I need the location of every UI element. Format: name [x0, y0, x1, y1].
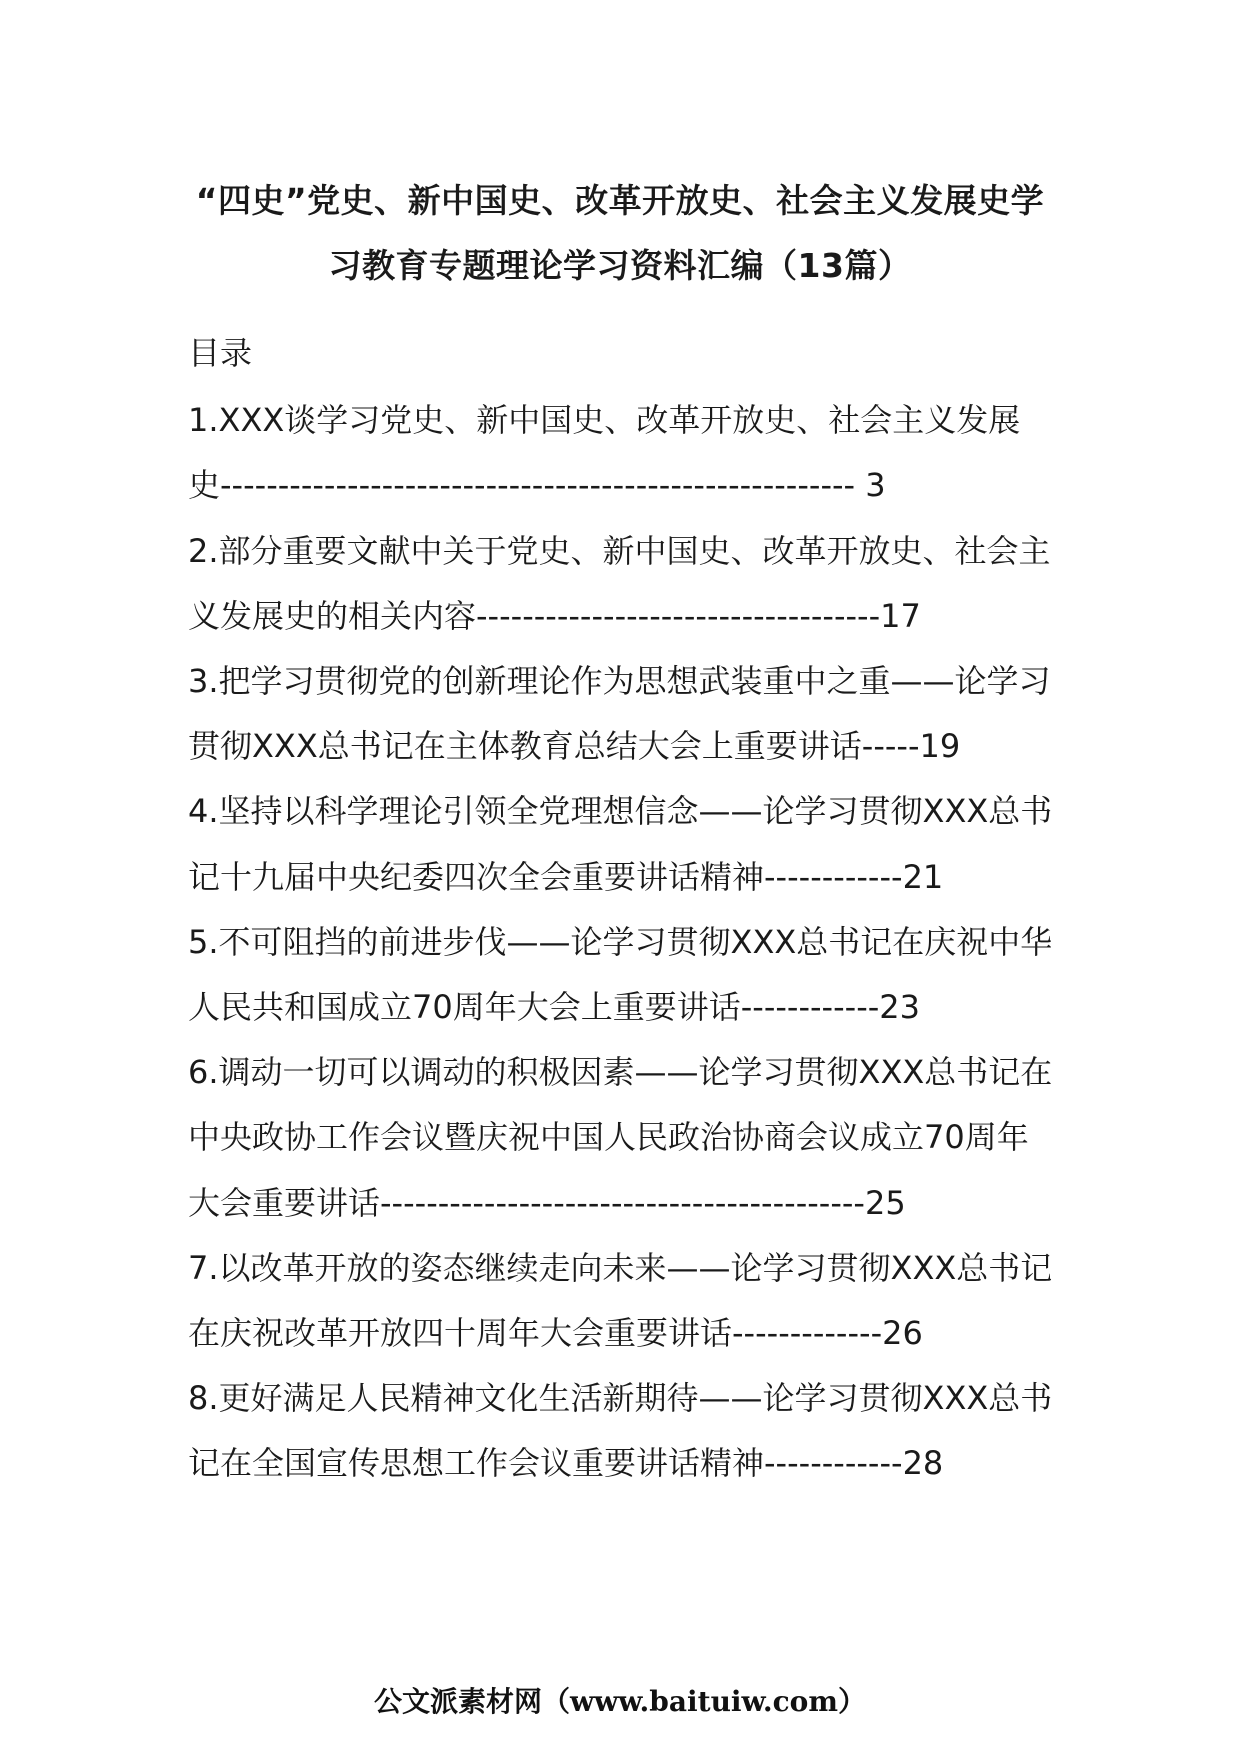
toc-heading: 目录 — [188, 334, 253, 372]
title-line-2: 习教育专题理论学习资料汇编（13篇） — [328, 246, 912, 285]
title-line-1: “四史”党史、新中国史、改革开放史、社会主义发展史学 — [195, 181, 1045, 220]
toc-item-3: 3.把学习贯彻党的创新理论作为思想武装重中之重——论学习贯彻XXX总书记在主体教育总结大会上重要讲话-----19 — [188, 662, 1051, 766]
toc-item-2: 2.部分重要文献中关于党史、新中国史、改革开放史、社会主义发展史的相关内容-----------------------------------17 — [188, 531, 1051, 635]
toc-item-5: 5.不可阻挡的前进步伐——论学习贯彻XXX总书记在庆祝中华人民共和国成立70周年大会上重要讲话------------23 — [188, 922, 1053, 1027]
toc-item-4: 4.坚持以科学理论引领全党理想信念——论学习贯彻XXX总书记十九届中央纪委四次全会重要讲话精神------------21 — [188, 792, 1053, 896]
toc-item-7: 7.以改革开放的姿态继续走向未来——论学习贯彻XXX总书记在庆祝改革开放四十周年大会重要讲话-------------26 — [188, 1248, 1053, 1353]
document-title — [186, 168, 1054, 298]
footer-watermark: 公文派素材网（www.baituiw.com） — [374, 1685, 866, 1718]
toc-item-6: 6.调动一切可以调动的积极因素——论学习贯彻XXX总书记在中央政协工作会议暨庆祝中国人民政治协商会议成立70周年大会重要讲话------------------------------------------25 — [188, 1053, 1053, 1222]
toc-item-8: 8.更好满足人民精神文化生活新期待——论学习贯彻XXX总书记在全国宣传思想工作会议重要讲话精神------------28 — [188, 1379, 1053, 1483]
toc-item-1: 1.XXX谈学习党史、新中国史、改革开放史、社会主义发展史------------------------------------------------------- 3 — [188, 401, 1021, 505]
table-of-contents — [188, 321, 1054, 1497]
